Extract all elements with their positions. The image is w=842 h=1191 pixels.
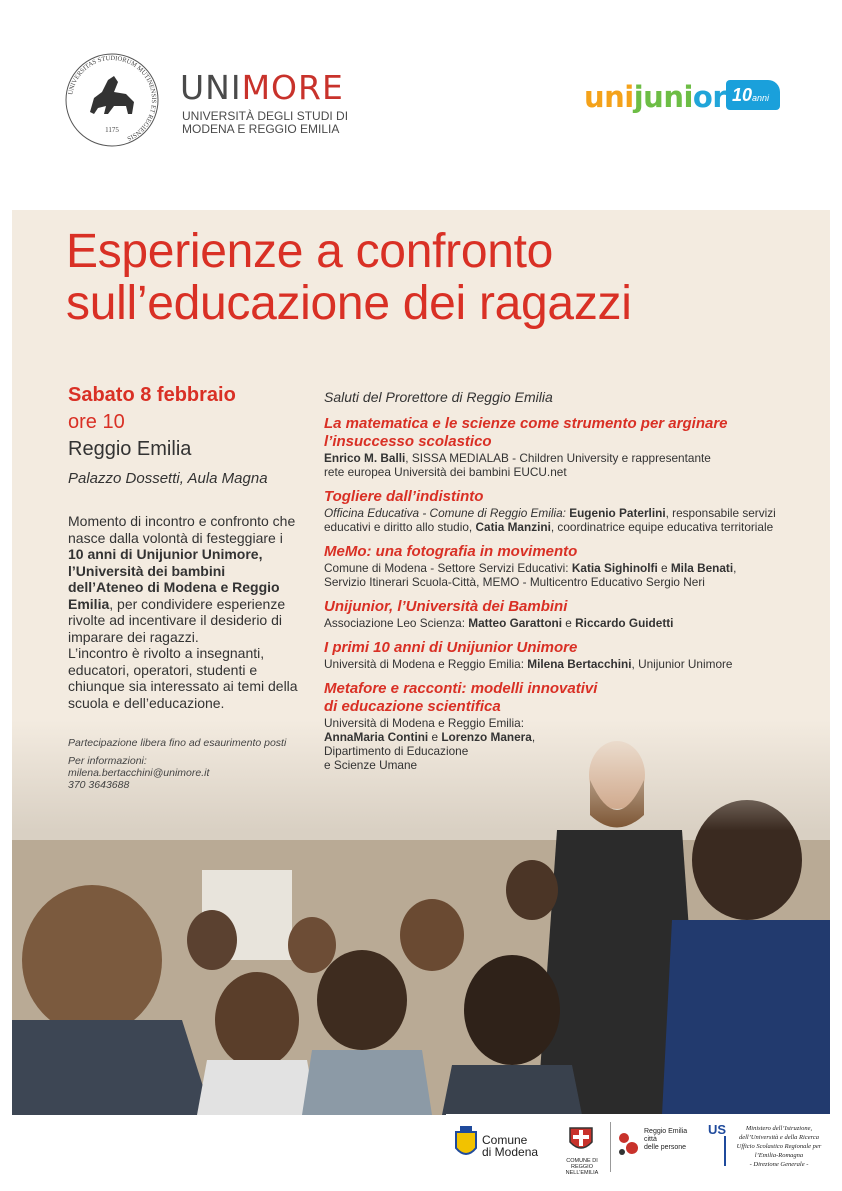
modena-crest-icon: [454, 1126, 478, 1162]
desc-text: Servizio Itinerari Scuola-Città, MEMO - Multicentro Educativo Sergio Neri: [324, 575, 705, 589]
citta-persone-icon: [616, 1130, 640, 1158]
speaker-name: Riccardo Guidetti: [575, 616, 674, 630]
title-part: di educazione scientifica: [324, 698, 501, 715]
unijunior-part-a: uni: [584, 80, 634, 114]
title-part: Metafore e racconti: modelli innovativi: [324, 680, 598, 697]
reggio-line1: COMUNE DI: [566, 1158, 598, 1164]
desc-text: Università di Modena e Reggio Emilia:: [324, 716, 524, 730]
desc-text: Università di Modena e Reggio Emilia:: [324, 657, 528, 671]
usr-line4: - Direzione Generale -: [749, 1161, 809, 1168]
unijunior-logo: [584, 80, 726, 114]
speaker-name: AnnaMaria Contini: [324, 730, 429, 744]
citta-line3: delle persone: [644, 1144, 687, 1151]
event-date: Sabato 8 febbraio: [68, 384, 236, 406]
page-title: [66, 226, 632, 330]
program-item-title: [324, 680, 794, 716]
usr-line3: Ufficio Scolastico Regionale per l’Emilia-Romagna: [736, 1143, 822, 1159]
seal-ring-text: UNIVERSITAS STUDIORUM MUTINENSIS ET REGIENSIS: [67, 54, 158, 142]
program-item-desc: [324, 561, 794, 589]
intro-text: [68, 513, 302, 711]
program-item: [324, 488, 794, 534]
reggio-line2: REGGIO NELL’EMILIA: [565, 1164, 599, 1176]
unimore-subtitle-line2: MODENA E REGGIO EMILIA: [182, 122, 340, 136]
usr-line1: Ministero dell’Istruzione,: [745, 1125, 813, 1132]
desc-text: Officina Educativa - Comune di Reggio Emilia:: [324, 506, 570, 520]
title-line1: Esperienze a confronto: [66, 225, 554, 278]
speaker-name: Enrico M. Balli: [324, 451, 406, 465]
desc-text: e: [428, 730, 442, 744]
program-item-desc: [324, 506, 794, 534]
program-item: [324, 543, 794, 589]
desc-text: Dipartimento di Educazione: [324, 744, 469, 758]
desc-text: e: [657, 561, 671, 575]
speaker-name: Milena Bertacchini: [527, 657, 632, 671]
citta-line1: Reggio Emilia: [644, 1128, 688, 1135]
speaker-name: Katia Sighinolfi: [571, 561, 658, 575]
desc-text: , SISSA MEDIALAB - Children University e rappresentante: [405, 451, 711, 465]
citta-line2: città: [644, 1136, 657, 1143]
intro-paragraph-1: [68, 513, 302, 645]
unimore-subtitle-line1: UNIVERSITÀ DEGLI STUDI DI: [182, 109, 349, 123]
usr-logo: US: [708, 1122, 727, 1137]
badge-word: anni: [752, 93, 770, 103]
unijunior-part-c: or: [692, 80, 727, 114]
modena-line2: di Modena: [482, 1145, 539, 1159]
program-item-title: Togliere dall’indistinto: [324, 488, 484, 505]
program-item-title: Unijunior, l’Università dei Bambini: [324, 598, 568, 615]
citta-label: [644, 1128, 687, 1152]
intro-p1-bold: 10 anni di Unijunior Unimore, l’Università dei bambini dell’Ateneo di Modena e Reggio Emilia: [68, 546, 280, 612]
speaker-name: Mila Benati: [670, 561, 734, 575]
unijunior-part-b: juni: [633, 80, 693, 114]
event-time: ore 10: [68, 411, 125, 433]
program-list: [324, 389, 794, 781]
desc-text: e: [562, 616, 576, 630]
program-item-desc: [324, 657, 794, 671]
desc-text: ,: [531, 730, 536, 744]
ten-years-badge: [726, 80, 780, 110]
unimore-seal-logo: [64, 52, 160, 148]
title-line2: sull’educazione dei ragazzi: [66, 277, 632, 330]
note-participation: Partecipazione libera fino ad esaurimento posti: [68, 737, 287, 749]
desc-text: e Scienze Umane: [324, 758, 418, 772]
desc-text: , Unijunior Unimore: [631, 657, 733, 671]
reggio-label: [560, 1158, 604, 1176]
speaker-name: Matteo Garattoni: [468, 616, 563, 630]
seal-year: 1175: [105, 126, 119, 134]
modena-label: [482, 1134, 538, 1158]
speaker-name: Catia Manzini: [475, 520, 551, 534]
program-item: [324, 639, 794, 671]
modena-line1: Comune: [482, 1133, 528, 1147]
program-item-title: La matematica e le scienze come strumento per arginare l’insuccesso scolastico: [324, 415, 728, 450]
usr-line2: dell’Università e della Ricerca: [738, 1134, 820, 1141]
note-info-label: Per informazioni:: [68, 755, 147, 767]
usr-label: [728, 1124, 830, 1169]
contact-phone[interactable]: 370 3643688: [68, 779, 130, 791]
event-city: Reggio Emilia: [68, 438, 192, 460]
program-item: [324, 415, 794, 479]
intro-p1-end: , per condividere esperienze rivolte ad incentivare il desiderio di imparare dei ragazzi.: [68, 595, 286, 645]
desc-text: Associazione Leo Scienza:: [324, 616, 469, 630]
contact-email[interactable]: milena.bertacchini@unimore.it: [68, 767, 210, 779]
desc-text: , coordinatrice equipe educativa territoriale: [550, 520, 774, 534]
program-greeting: Saluti del Prorettore di Reggio Emilia: [324, 389, 553, 405]
badge-number: 10: [732, 85, 753, 105]
desc-text: Comune di Modena - Settore Servizi Educativi:: [324, 561, 572, 575]
program-item-desc: [324, 716, 794, 772]
program-item-title: I primi 10 anni di Unijunior Unimore: [324, 639, 578, 656]
info-note: [68, 737, 286, 791]
horse-rider-emblem: [90, 76, 134, 114]
event-venue: Palazzo Dossetti, Aula Magna: [68, 470, 268, 487]
unimore-suffix: MORE: [241, 68, 344, 107]
unimore-prefix: UNI: [180, 68, 242, 107]
speaker-name: Lorenzo Manera: [441, 730, 532, 744]
desc-text: rete europea Università dei bambini EUCU.net: [324, 465, 567, 479]
program-item: [324, 598, 794, 630]
partner-logos: [446, 1114, 830, 1186]
desc-text: educativi e diritto allo studio,: [324, 520, 476, 534]
intro-p1-start: Momento di incontro e confronto che nasce dalla volontà di festeggiare i: [68, 513, 296, 546]
unimore-subtitle: [182, 110, 348, 136]
reggio-crest-icon: [568, 1122, 594, 1154]
intro-paragraph-2: L’incontro è rivolto a insegnanti, educatori, operatori, studenti e chiunque sia interessato ai temi della scuola e dell’educazione.: [68, 645, 298, 711]
desc-text: , responsabile servizi: [665, 506, 776, 520]
unimore-wordmark: [180, 68, 344, 107]
program-item-desc: [324, 451, 794, 479]
program-item-title: MeMo: una fotografia in movimento: [324, 543, 578, 560]
divider: [610, 1122, 611, 1172]
program-item: [324, 680, 794, 772]
program-item-desc: [324, 616, 794, 630]
desc-text: ,: [733, 561, 737, 575]
speaker-name: Eugenio Paterlini: [569, 506, 666, 520]
